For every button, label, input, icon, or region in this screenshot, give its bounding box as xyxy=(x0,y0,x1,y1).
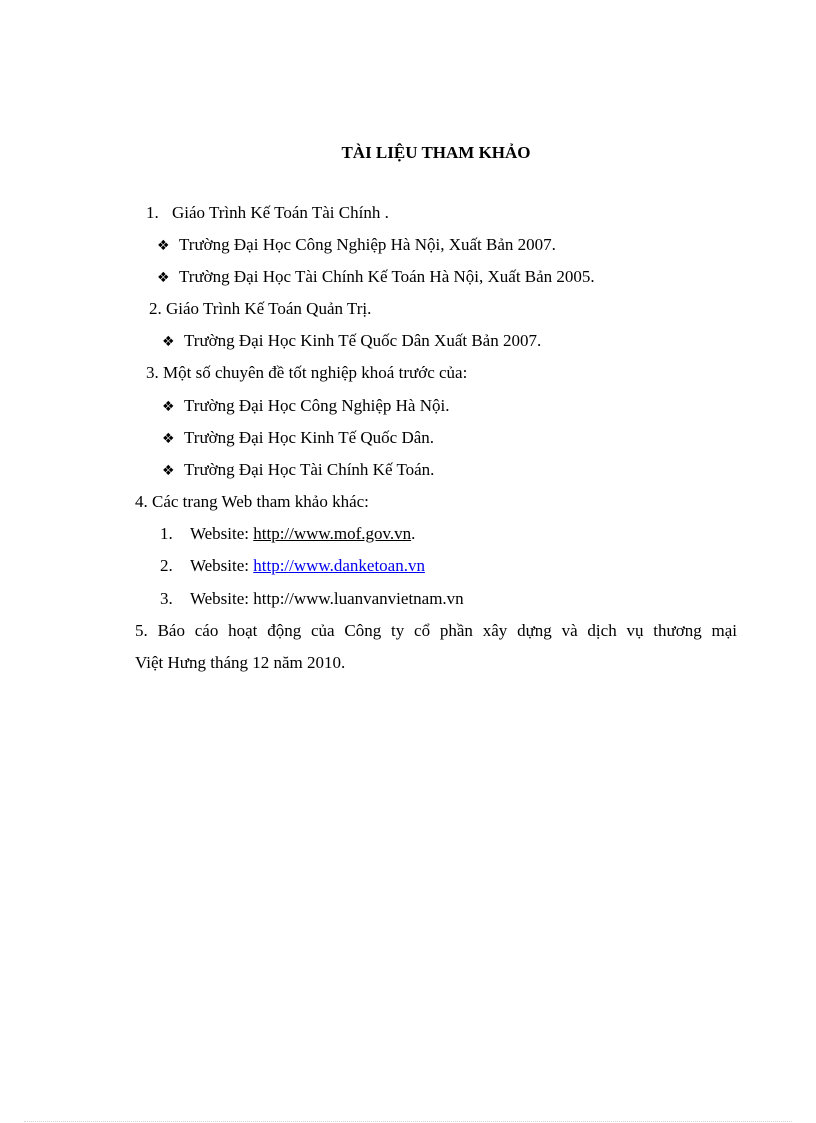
section-5-number: 5. xyxy=(135,621,148,640)
list-item xyxy=(162,460,434,481)
section-3-heading xyxy=(146,363,467,383)
website-item xyxy=(160,524,415,544)
section-3-title: Một số chuyên đề tốt nghiệp khoá trước của: xyxy=(163,363,468,382)
website-item xyxy=(160,556,425,576)
website-prefix: Website: xyxy=(189,589,250,608)
section-3-number: 3. xyxy=(146,363,159,382)
list-item-text: Trường Đại Học Tài Chính Kế Toán Hà Nội, Xuất Bản 2005. xyxy=(179,267,595,286)
section-2-title: Giáo Trình Kế Toán Quản Trị. xyxy=(166,299,372,318)
website-link-danketoan[interactable]: http://www.danketoan.vn xyxy=(253,556,425,575)
website-prefix: Website: xyxy=(189,556,250,575)
section-1-heading xyxy=(146,203,389,223)
section-4-title: Các trang Web tham khảo khác: xyxy=(152,492,369,511)
section-4-heading xyxy=(135,492,369,512)
section-5-text-1: Báo cáo hoạt động của Công ty cổ phần xây dựng và dịch vụ thương mại xyxy=(157,621,738,640)
section-2-number: 2. xyxy=(149,299,162,318)
diamond-bullet-icon: ❖ xyxy=(162,334,175,350)
list-item xyxy=(157,267,595,288)
list-item xyxy=(157,235,556,256)
list-item-text: Trường Đại Học Kinh Tế Quốc Dân. xyxy=(184,428,435,447)
website-number: 3. xyxy=(160,589,173,608)
section-4-number: 4. xyxy=(135,492,148,511)
page-title: TÀI LIỆU THAM KHẢO xyxy=(341,143,531,162)
diamond-bullet-icon: ❖ xyxy=(162,431,175,447)
diamond-bullet-icon: ❖ xyxy=(162,463,175,479)
page-bottom-rule xyxy=(24,1121,792,1122)
list-item xyxy=(162,428,434,449)
list-item-text: Trường Đại Học Công Nghiệp Hà Nội, Xuất Bản 2007. xyxy=(179,235,556,254)
list-item xyxy=(162,396,449,417)
diamond-bullet-icon: ❖ xyxy=(162,399,175,415)
list-item-text: Trường Đại Học Kinh Tế Quốc Dân Xuất Bản 2007. xyxy=(184,331,542,350)
website-link-mof[interactable]: http://www.mof.gov.vn xyxy=(253,524,412,543)
list-item-text: Trường Đại Học Công Nghiệp Hà Nội. xyxy=(184,396,450,415)
website-item xyxy=(160,589,464,609)
list-item-text: Trường Đại Học Tài Chính Kế Toán. xyxy=(184,460,435,479)
list-item xyxy=(162,331,541,352)
section-2-heading xyxy=(149,299,371,319)
section-5-line-1 xyxy=(135,621,737,641)
section-1-title: Giáo Trình Kế Toán Tài Chính . xyxy=(172,203,389,222)
section-1-number: 1. xyxy=(146,203,159,222)
diamond-bullet-icon: ❖ xyxy=(157,238,170,254)
website-number: 1. xyxy=(160,524,173,543)
section-5-line-2: Việt Hưng tháng 12 năm 2010. xyxy=(135,653,346,672)
website-number: 2. xyxy=(160,556,173,575)
website-prefix: Website: xyxy=(189,524,250,543)
diamond-bullet-icon: ❖ xyxy=(157,270,170,286)
website-suffix: . xyxy=(411,524,416,543)
website-link-luanvanvietnam[interactable]: http://www.luanvanvietnam.vn xyxy=(253,589,464,608)
